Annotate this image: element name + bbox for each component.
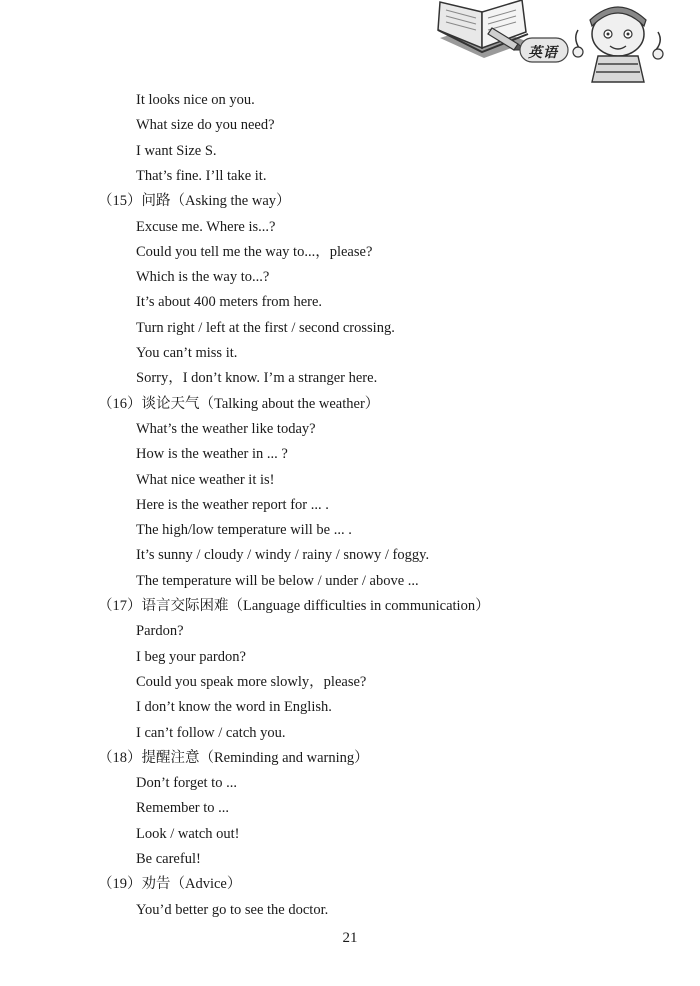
phrase-line: I beg your pardon? bbox=[136, 648, 246, 665]
phrase-line: Excuse me. Where is...? bbox=[136, 218, 276, 235]
phrase-line: Sorry，I don’t know. I’m a stranger here. bbox=[136, 370, 378, 387]
section-heading: （18）提醒注意（Reminding and warning） bbox=[98, 749, 369, 766]
section-heading: （17）语言交际困难（Language difficulties in communication） bbox=[98, 598, 490, 614]
phrase-line: Could you speak more slowly，please? bbox=[136, 673, 367, 690]
section-heading: （16）谈论天气（Talking about the weather） bbox=[98, 395, 380, 412]
phrase-line: Pardon? bbox=[136, 623, 184, 640]
phrase-line: Be careful! bbox=[136, 851, 201, 867]
phrase-line: Don’t forget to ... bbox=[136, 775, 237, 792]
section-heading: （15）问路（Asking the way） bbox=[98, 193, 291, 210]
phrase-line: Remember to ... bbox=[136, 800, 230, 817]
phrase-line: Turn right / left at the first / second crossing. bbox=[136, 319, 395, 336]
phrase-line: The high/low temperature will be ... . bbox=[136, 522, 352, 539]
phrase-line: What’s the weather like today? bbox=[136, 420, 316, 437]
phrase-line: Here is the weather report for ... . bbox=[136, 496, 329, 513]
phrase-line: Which is the way to...? bbox=[136, 269, 270, 286]
phrase-line: I don’t know the word in English. bbox=[136, 699, 332, 716]
phrase-line: Look / watch out! bbox=[136, 825, 240, 842]
phrase-line: What nice weather it is! bbox=[136, 471, 275, 488]
phrase-line: How is the weather in ... ? bbox=[136, 446, 288, 463]
phrase-line: It looks nice on you. bbox=[136, 92, 255, 108]
phrase-line: It’s about 400 meters from here. bbox=[136, 294, 323, 311]
section-heading: （19）劝告（Advice） bbox=[98, 876, 242, 893]
phrase-line: I can’t follow / catch you. bbox=[136, 724, 286, 741]
phrase-line: You’d better go to see the doctor. bbox=[136, 901, 329, 918]
cartoon-boy-icon bbox=[573, 7, 663, 82]
header-decoration bbox=[432, 0, 700, 86]
phrase-line: It’s sunny / cloudy / windy / rainy / snowy / foggy. bbox=[136, 547, 430, 564]
page-number: 21 bbox=[342, 930, 358, 946]
phrase-line: You can’t miss it. bbox=[136, 345, 238, 361]
phrase-line: What size do you need? bbox=[136, 117, 275, 134]
phrase-line: Could you tell me the way to...，please? bbox=[136, 243, 373, 260]
open-book-icon bbox=[432, 0, 700, 86]
phrase-line: I want Size S. bbox=[136, 142, 217, 159]
phrase-line: That’s fine. I’ll take it. bbox=[136, 167, 267, 184]
phrase-line: The temperature will be below / under / above ... bbox=[136, 572, 419, 589]
subject-label: 英语 bbox=[528, 45, 558, 61]
